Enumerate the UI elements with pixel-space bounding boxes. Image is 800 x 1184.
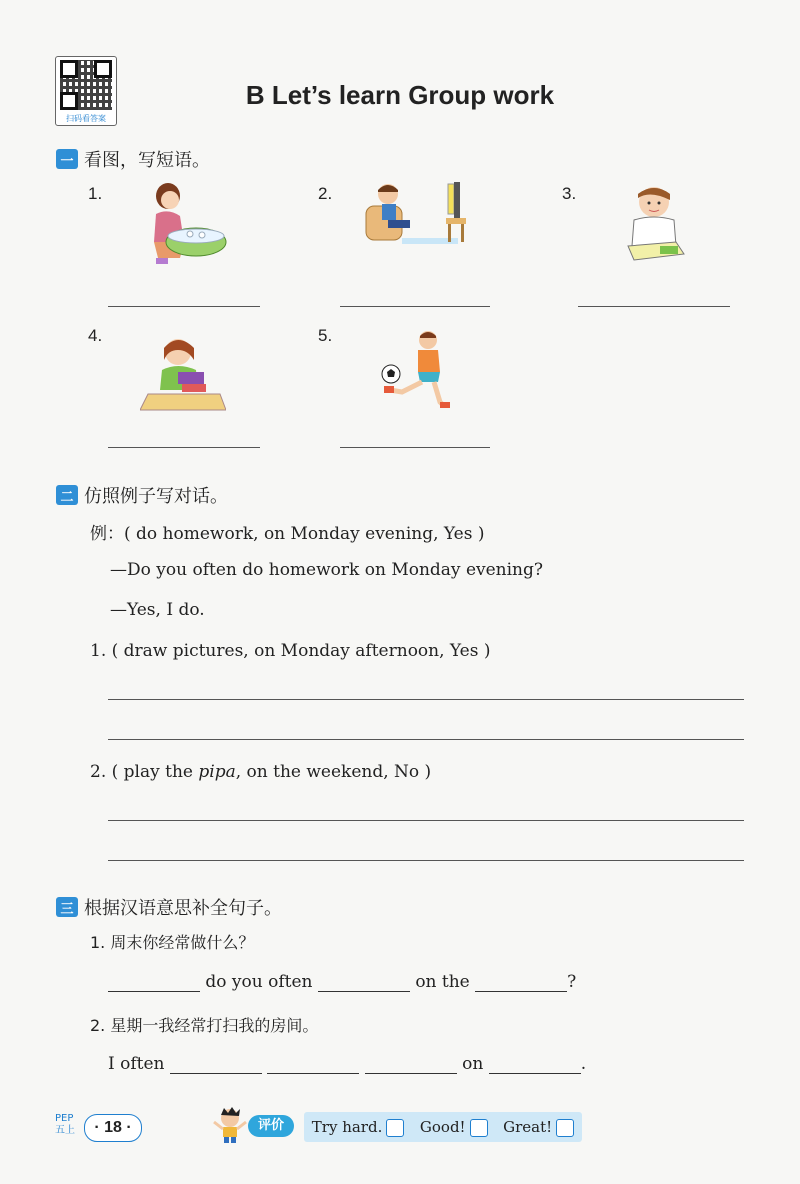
answer-line[interactable] bbox=[578, 306, 730, 307]
item-number: 3. bbox=[562, 184, 577, 203]
sentence-2-chinese: 2. 星期一我经常打扫我的房间。 bbox=[90, 1016, 319, 1035]
item-number: 2. bbox=[318, 184, 333, 203]
sentence-1-english bbox=[108, 972, 576, 992]
section-badge: 一 bbox=[56, 149, 78, 169]
checkbox[interactable] bbox=[556, 1119, 574, 1137]
qr-corner bbox=[94, 60, 112, 78]
answer-line[interactable] bbox=[108, 699, 744, 700]
question-2-italic: pipa bbox=[198, 762, 236, 782]
sentence-word: on the bbox=[415, 972, 470, 992]
edition-tag-bottom: 五上 bbox=[55, 1125, 75, 1136]
example-prompt: 例：( do homework, on Monday evening, Yes ) bbox=[90, 524, 485, 544]
sentence-word: do you often bbox=[205, 972, 313, 992]
boy-playing-football-icon bbox=[376, 328, 456, 412]
girl-washing-clothes-icon bbox=[140, 180, 230, 266]
page-title: B Let’s learn Group work bbox=[245, 80, 555, 110]
example-question: —Do you often do homework on Monday evening? bbox=[110, 560, 543, 580]
section-2-heading bbox=[56, 482, 228, 508]
fill-blank[interactable] bbox=[365, 1057, 457, 1074]
edition-tag-top: PEP bbox=[55, 1113, 74, 1124]
section-3-heading bbox=[56, 894, 282, 920]
answer-line[interactable] bbox=[340, 447, 490, 448]
evaluation-option[interactable] bbox=[503, 1118, 574, 1137]
example-answer: —Yes, I do. bbox=[110, 600, 205, 620]
fill-blank[interactable] bbox=[267, 1057, 359, 1074]
qr-caption: 扫码看答案 bbox=[66, 114, 106, 123]
sentence-end: ? bbox=[567, 972, 577, 992]
checkbox[interactable] bbox=[386, 1119, 404, 1137]
section-badge: 二 bbox=[56, 485, 78, 505]
item-number: 5. bbox=[318, 326, 333, 345]
sentence-2-english bbox=[108, 1054, 586, 1074]
checkbox[interactable] bbox=[470, 1119, 488, 1137]
evaluation-option[interactable] bbox=[312, 1118, 405, 1137]
question-2 bbox=[90, 762, 431, 782]
answer-line[interactable] bbox=[108, 820, 744, 821]
option-label: Try hard. bbox=[311, 1117, 383, 1136]
sentence-word: on bbox=[462, 1054, 484, 1074]
item-number: 4. bbox=[88, 326, 103, 345]
evaluation-option[interactable] bbox=[420, 1118, 488, 1137]
fill-blank[interactable] bbox=[489, 1057, 581, 1074]
section-title: 看图，写短语。 bbox=[84, 150, 210, 171]
page-number: · 18 · bbox=[84, 1114, 142, 1142]
section-1-heading bbox=[56, 146, 210, 172]
answer-line[interactable] bbox=[108, 739, 744, 740]
section-badge: 三 bbox=[56, 897, 78, 917]
sentence-end: . bbox=[580, 1054, 587, 1074]
section-title: 仿照例子写对话。 bbox=[84, 486, 228, 507]
answer-line[interactable] bbox=[108, 306, 260, 307]
sentence-1-chinese: 1. 周末你经常做什么？ bbox=[90, 933, 255, 952]
question-2-suffix: , on the weekend, No ) bbox=[235, 762, 432, 782]
girl-reading-books-icon bbox=[140, 330, 226, 412]
fill-blank[interactable] bbox=[475, 975, 567, 992]
edition-tag bbox=[55, 1113, 75, 1137]
fill-blank[interactable] bbox=[318, 975, 410, 992]
answer-line[interactable] bbox=[108, 447, 260, 448]
qr-corner bbox=[60, 60, 78, 78]
question-2-prefix: 2. ( play the bbox=[90, 762, 199, 782]
boy-mascot-icon bbox=[212, 1106, 248, 1144]
section-title: 根据汉语意思补全句子。 bbox=[84, 898, 282, 919]
sentence-word: I often bbox=[108, 1054, 165, 1074]
item-number: 1. bbox=[88, 184, 103, 203]
evaluation-label: 评价 bbox=[248, 1115, 294, 1137]
answer-line[interactable] bbox=[340, 306, 490, 307]
answer-line[interactable] bbox=[108, 860, 744, 861]
option-label: Great! bbox=[503, 1117, 553, 1136]
question-1: 1. ( draw pictures, on Monday afternoon, Yes ) bbox=[90, 641, 491, 661]
boy-watching-tv-icon bbox=[362, 180, 472, 248]
boy-drawing-icon bbox=[620, 180, 692, 266]
option-label: Good! bbox=[419, 1117, 466, 1136]
evaluation-bar bbox=[304, 1112, 582, 1142]
fill-blank[interactable] bbox=[108, 975, 200, 992]
fill-blank[interactable] bbox=[170, 1057, 262, 1074]
